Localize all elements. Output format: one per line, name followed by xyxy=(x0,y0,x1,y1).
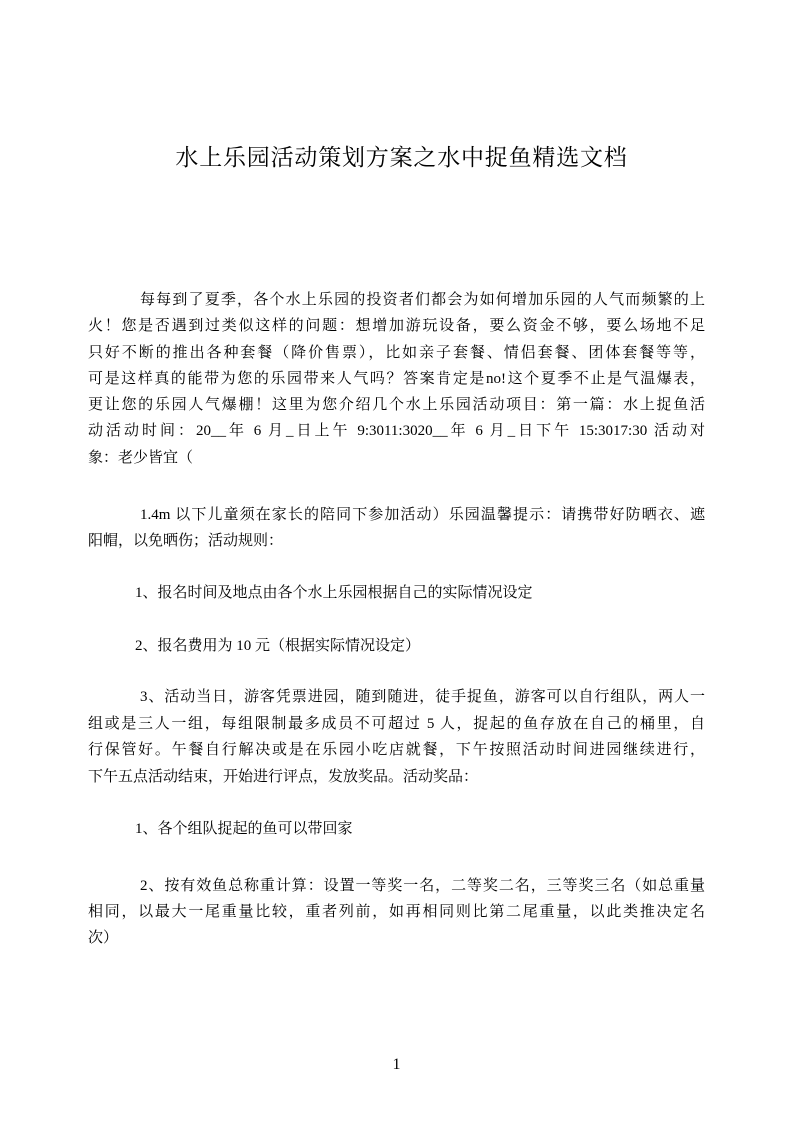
paragraph-line: 1、各个组队捉起的鱼可以带回家 xyxy=(135,821,353,837)
paragraph-line: 只好不断的推出各种套餐（降价售票），比如亲子套餐、情侣套餐、团体套餐等等， xyxy=(88,344,705,361)
paragraph-line: 可是这样真的能带为您的乐园带来人气吗？答案肯定是no!这个夏季不止是气温爆表， xyxy=(88,370,705,387)
intro-paragraph xyxy=(88,287,705,471)
paragraph-line: 动活动时间：20__年 6 月_日上午 9:3011:3020__年 6 月_日下午 15:3017:30 活动对 xyxy=(88,423,705,440)
paragraph-line: 每每到了夏季，各个水上乐园的投资者们都会为如何增加乐园的人气而频繁的上 xyxy=(140,292,705,308)
rule-item-2 xyxy=(88,633,705,659)
tips-paragraph xyxy=(88,502,705,554)
paragraph-line: 火！您是否遇到过类似这样的问题：想增加游玩设备，要么资金不够，要么场地不足 xyxy=(88,318,705,335)
rule-item-3 xyxy=(88,684,705,790)
paragraph-line: 阳帽，以免晒伤；活动规则： xyxy=(88,533,284,549)
paragraph-line: 下午五点活动结束，开始进行评点，发放奖品。活动奖品： xyxy=(88,768,479,785)
prize-item-1 xyxy=(88,816,705,842)
paragraph-line: 行保管好。午餐自行解决或是在乐园小吃店就餐，下午按照活动时间进园继续进行， xyxy=(88,742,705,759)
paragraph-line: 象：老少皆宜（ xyxy=(88,449,194,466)
document-title: 水上乐园活动策划方案之水中捉鱼精选文档 xyxy=(175,144,628,170)
paragraph-line: 2、按有效鱼总称重计算：设置一等奖一名，二等奖二名，三等奖三名（如总重量 xyxy=(140,878,705,894)
paragraph-line: 更让您的乐园人气爆棚！这里为您介绍几个水上乐园活动项目：第一篇：水上捉鱼活 xyxy=(88,397,705,414)
paragraph-line: 2、报名费用为 10 元（根据实际情况设定） xyxy=(135,638,421,654)
page-number: 1 xyxy=(392,1056,401,1073)
paragraph-line: 组或是三人一组，每组限制最多成员不可超过 5 人，捉起的鱼存放在自己的桶里，自 xyxy=(88,715,705,732)
paragraph-line: 1、报名时间及地点由各个水上乐园根据自己的实际情况设定 xyxy=(135,585,533,601)
prize-item-2 xyxy=(88,873,705,951)
paragraph-line: 1.4m 以下儿童须在家长的陪同下参加活动）乐园温馨提示：请携带好防晒衣、遮 xyxy=(140,507,705,523)
paragraph-line: 相同，以最大一尾重量比较，重者列前，如再相同则比第二尾重量，以此类推决定名 xyxy=(88,904,705,920)
paragraph-line: 次） xyxy=(88,930,119,946)
paragraph-line: 3、活动当日，游客凭票进园，随到随进，徒手捉鱼，游客可以自行组队，两人一 xyxy=(140,689,705,705)
rule-item-1 xyxy=(88,580,705,606)
